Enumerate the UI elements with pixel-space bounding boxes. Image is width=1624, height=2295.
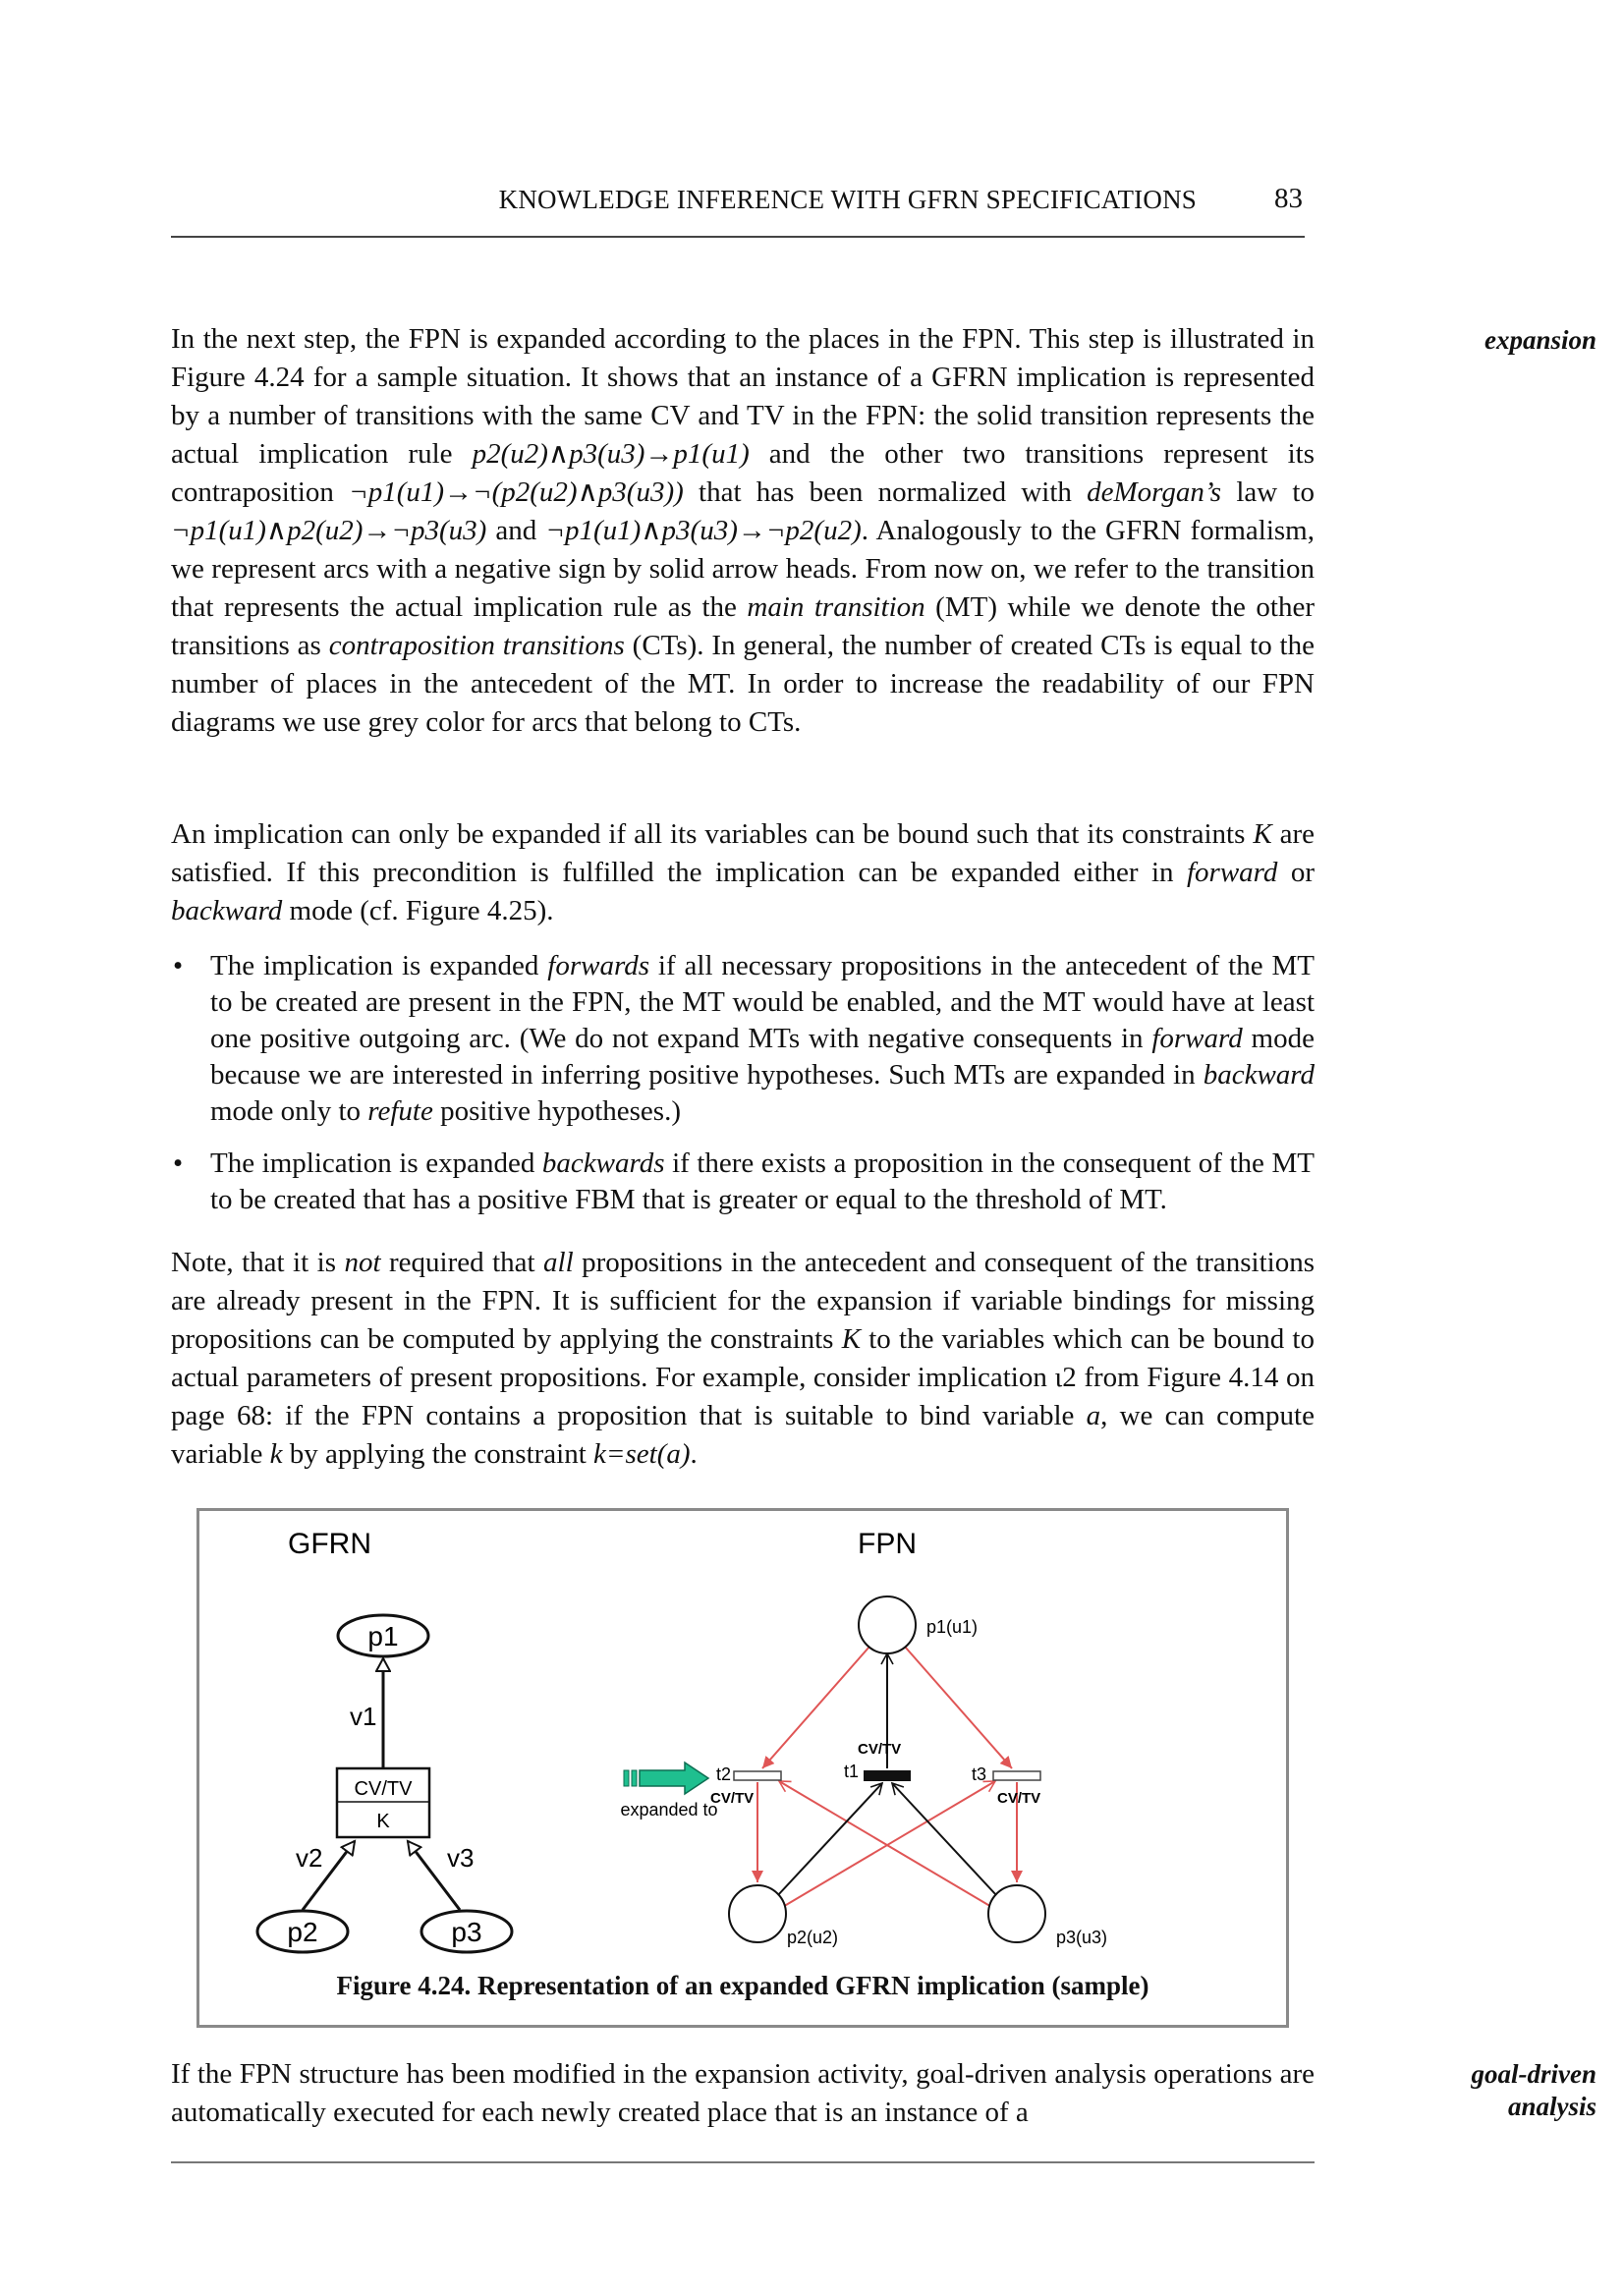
gfrn-p3-label: p3 [451,1917,482,1947]
gfrn-p2-label: p2 [287,1917,318,1947]
transition-t2 [734,1771,781,1780]
margin-note-expansion: expansion [1484,325,1596,355]
expanded-to-label: expanded to [620,1800,718,1819]
transition-t3 [993,1771,1040,1780]
ct-arc-p1-t2 [762,1647,869,1768]
list-item: • The implication is expanded forwards if all necessary propositions in the antecedent of the MT to be created are present in the FPN, the MT would be enabled, and the MT would have at least one positive outgoing arc. (We do not expand MTs with negative consequents in forward mode because we are interested in inferring positive hypotheses. Such MTs are expanded in backward mode only to refute positive hypotheses.) [171,948,1315,1130]
gfrn-v1-label: v1 [350,1702,377,1731]
gfrn-v2-label: v2 [296,1843,323,1873]
list-item: • The implication is expanded backwards if there exists a proposition in the consequent of the MT to be created that has a positive FBM that is greater or equal to the threshold of MT. [171,1146,1315,1218]
gfrn-p1-label: p1 [367,1621,399,1651]
gfrn-k-label: K [376,1811,390,1832]
transition-t1 [864,1770,911,1781]
paragraph-note: Note, that it is not required that all propositions in the antecedent and consequent of the transitions are already present in the FPN. It is sufficient for the expansion if variable bindings for missing propositions can be computed by applying the constraints K to the variables which can be bound to actual parameters of present propositions. For example, consider implication ι2 from Figure 4.14 on page 68: if the FPN contains a proposition that is suitable to bind variable a, we can compute variable k by applying the constraint k=set(a). [171,1247,1315,1470]
t2-label: t2 [716,1764,732,1784]
ct-arc-p3-t2 [779,1781,993,1908]
expansion-modes-list [171,948,1315,1234]
running-header [171,183,1305,238]
margin-note-goal-driven: goal-driven analysis [1471,2059,1596,2121]
figure-4-24 [196,1508,1289,2028]
figure-caption: Figure 4.24. Representation of an expanded GFRN implication (sample) [336,1971,1149,2000]
t3-label: t3 [972,1764,987,1784]
fpn-place-p2 [729,1885,786,1942]
fpn-place-p1 [859,1596,916,1653]
header-title: KNOWLEDGE INFERENCE WITH GFRN SPECIFICATIONS [498,185,1197,214]
fpn-p3-label: p3(u3) [1056,1928,1108,1947]
fpn-title: FPN [858,1528,917,1560]
fpn-p2-label: p2(u2) [787,1928,839,1947]
fpn-place-p3 [988,1885,1045,1942]
t1-label: t1 [844,1762,860,1781]
t1-cvtv-label: CV/TV [858,1741,902,1758]
ct-arc-p1-t3 [905,1647,1012,1768]
gfrn-cvtv-label: CV/TV [354,1778,413,1800]
paragraph-goal-driven: If the FPN structure has been modified in the expansion activity, goal-driven analysis operations are automatically executed for each newly created place that is an instance of a [171,2058,1315,2128]
gfrn-v3-label: v3 [447,1843,475,1873]
expanded-to-arrow [624,1763,708,1794]
footer-rule [171,2161,1315,2163]
ct-arc-p2-t3 [781,1781,995,1908]
t3-cvtv-label: CV/TV [997,1790,1041,1807]
paragraph-expansion: In the next step, the FPN is expanded according to the places in the FPN. This step is illustrated in Figure 4.24 for a sample situation. It shows that an instance of a GFRN implication is represented by a number of transitions with the same CV and TV in the FPN: the solid transition represents the actual implication rule p2(u2)∧p3(u3)→p1(u1) and the other two transitions represent its contraposition ¬p1(u1)→¬(p2(u2)∧p3(u3)) that has been normalized with deMorgan’s law to ¬p1(u1)∧p2(u2)→¬p3(u3) and ¬p1(u1)∧p3(u3)→¬p2(u2). Analogously to the GFRN formalism, we represent arcs with a negative sign by solid arrow heads. From now on, we refer to the transition that represents the actual implication rule as the main transition (MT) while we denote the other transitions as contraposition transitions (CTs). In general, the number of created CTs is equal to the number of places in the antecedent of the MT. In order to increase the readability of our FPN diagrams we use grey color for arcs that belong to CTs. [171,323,1315,738]
fpn-p1-label: p1(u1) [926,1617,979,1637]
t2-cvtv-label: CV/TV [710,1790,755,1807]
figure-diagram [199,1511,1286,2025]
page-number: 83 [1274,183,1303,214]
paragraph-precondition: An implication can only be expanded if all its variables can be bound such that its constraints K are satisfied. If this precondition is fulfilled the implication can be expanded either in forward or backward mode (cf. Figure 4.25). [171,818,1315,926]
gfrn-title: GFRN [288,1528,371,1560]
